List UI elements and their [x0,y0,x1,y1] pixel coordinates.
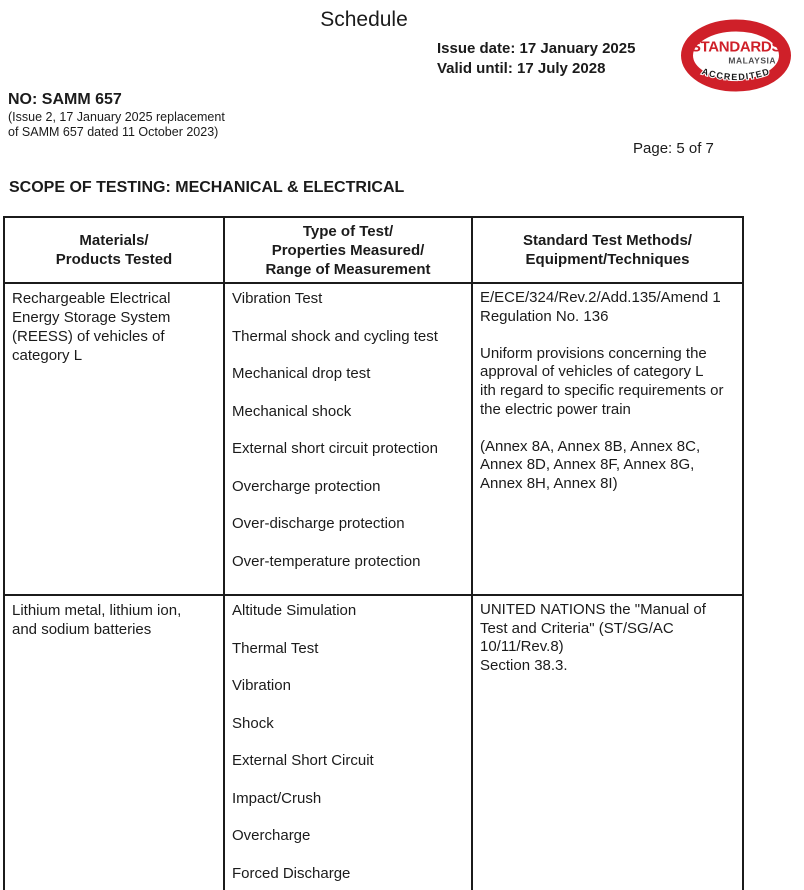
text-line: Section 38.3. [480,656,568,674]
test-item: Over-temperature protection [232,552,421,570]
test-item: Over-discharge protection [232,515,405,532]
scope-of-testing-table [3,216,744,890]
text-line: category L [12,347,83,364]
issue-date-text: Issue date: 17 January 2025 [437,40,636,57]
standards-malaysia-logo-icon [679,18,793,94]
text-line: and sodium batteries [12,621,152,638]
logo-malaysia-text: MALAYSIA [728,55,776,66]
text-line: UNITED NATIONS the "Manual of [480,601,706,618]
text-line: Regulation No. 136 [480,307,609,325]
text-line [480,419,734,438]
page-indicator: Page: 5 of 7 [633,140,714,157]
text-line: Products Tested [55,251,173,268]
doc-note [8,110,225,140]
text-line: (Annex 8A, Annex 8B, Annex 8C, [480,437,701,455]
test-item: Vibration [232,677,291,694]
tests-cell [224,283,472,595]
table-row [4,595,743,890]
test-item: Thermal shock and cycling test [232,327,438,345]
test-item: Forced Discharge [232,864,351,882]
test-item: Altitude Simulation [232,602,357,619]
test-item: Mechanical drop test [232,365,371,382]
text-line: Test and Criteria" (ST/SG/AC [480,619,674,637]
text-line: 10/11/Rev.8) [480,638,564,656]
methods-cell [472,595,743,890]
test-item: External Short Circuit [232,752,374,769]
materials-cell [4,595,224,890]
logo-standards-text: STANDARDS [690,38,782,56]
col-header-test-type [224,217,472,283]
section-heading: SCOPE OF TESTING: MECHANICAL & ELECTRICAL [9,179,405,196]
text-line: Standard Test Methods/ [523,232,692,249]
test-item: Mechanical shock [232,402,352,420]
tests-cell [224,595,472,890]
test-item: External short circuit protection [232,440,438,457]
test-item: Thermal Test [232,639,319,657]
doc-note-line-1: (Issue 2, 17 January 2025 replacement [8,110,225,124]
text-line: Annex 8D, Annex 8F, Annex 8G, [480,456,695,474]
test-item: Shock [232,714,274,732]
text-line: ith regard to specific requirements or [480,381,724,399]
text-line: Materials/ [79,232,149,249]
col-header-materials [4,217,224,283]
table-header-row [4,217,743,283]
test-item: Impact/Crush [232,789,322,807]
text-line: Range of Measurement [265,260,431,278]
text-line: E/ECE/324/Rev.2/Add.135/Amend 1 [480,289,721,306]
materials-cell [4,283,224,595]
doc-note-line-2: of SAMM 657 dated 11 October 2023) [8,125,219,139]
text-line [480,326,734,345]
text-line: (REESS) of vehicles of [12,328,165,345]
text-line: Rechargeable Electrical [12,290,171,307]
text-line: Properties Measured/ [271,241,425,259]
page-title: Schedule [320,8,408,31]
text-line: approval of vehicles of category L [480,363,704,381]
col-header-standard-methods [472,217,743,283]
text-line: Annex 8H, Annex 8I) [480,474,618,492]
text-line: Uniform provisions concerning the [480,344,707,362]
doc-number: NO: SAMM 657 [8,91,122,108]
logo-accredited-text: ACCREDITED [700,66,772,83]
text-line: the electric power train [480,400,631,418]
text-line: Lithium metal, lithium ion, [12,602,182,619]
table-row [4,283,743,595]
text-line: Type of Test/ [302,222,394,240]
issue-block [437,39,635,79]
test-item: Overcharge [232,827,311,844]
valid-until-text: Valid until: 17 July 2028 [437,60,606,77]
text-line: Energy Storage System [12,309,171,326]
test-item: Overcharge protection [232,477,381,495]
methods-cell [472,283,743,595]
text-line: Equipment/Techniques [525,251,690,268]
test-item: Vibration Test [232,290,323,307]
